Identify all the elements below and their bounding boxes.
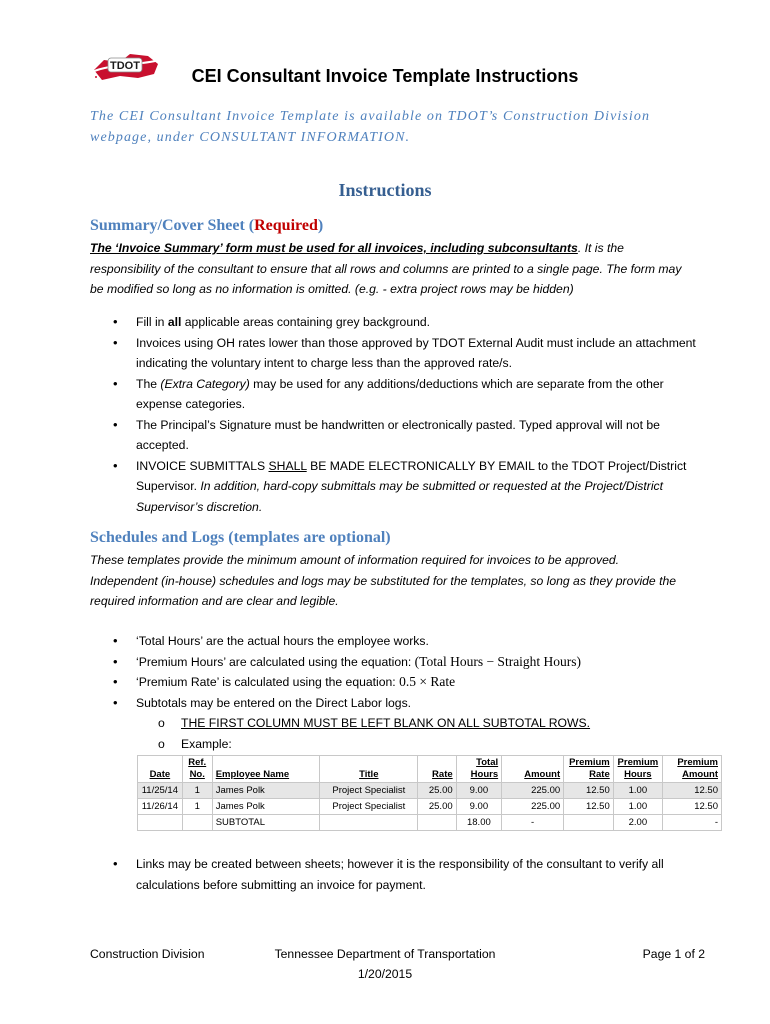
col-premium-hours: Premium Hours: [613, 756, 662, 783]
svg-text:TDOT: TDOT: [110, 60, 140, 72]
equation: 0.5 × Rate: [399, 674, 456, 689]
table-row: 11/26/14 1 James Polk Project Specialist 25.00 9.00 225.00 12.50 1.00 12.50: [138, 799, 722, 815]
list-item: • Fill in all applicable areas containing grey background.: [112, 312, 702, 333]
table-header-row: [138, 756, 722, 783]
sub-bullets: [158, 713, 678, 754]
list-item: • The Principal’s Signature must be handwritten or electronically pasted. Typed approval will not be accepted.: [112, 415, 702, 456]
instructions-heading: Instructions: [338, 180, 432, 200]
final-bullets: [112, 854, 702, 895]
equation: (Total Hours − Straight Hours): [414, 653, 582, 669]
col-total-hours: Total Hours: [456, 756, 501, 783]
footer-center: Tennessee Department of Transportation 1/20/2015: [274, 947, 496, 981]
summary-bullets: [112, 312, 702, 517]
col-ref: Ref. No.: [182, 756, 212, 783]
list-item: • ‘Premium Rate’ is calculated using the equation: 0.5 × Rate: [112, 672, 702, 693]
list-item: • ‘Premium Hours’ are calculated using the equation: (Total Hours − Straight Hours): [112, 652, 702, 673]
col-employee: Employee Name: [212, 756, 320, 783]
list-item: • ‘Total Hours’ are the actual hours the employee works.: [112, 631, 702, 652]
page-number: Page 1 of 2: [642, 947, 705, 961]
list-item: o Example:: [158, 736, 232, 751]
document-title: CEI Consultant Invoice Template Instructions: [191, 66, 579, 86]
list-item: • INVOICE SUBMITTALS SHALL BE MADE ELECTRONICALLY BY EMAIL to the TDOT Project/District Supervisor. In addition, hard-copy submittals may be submitted or requested at the Project/District Supervisor’s discretion.: [112, 456, 702, 518]
intro-text: The CEI Consultant Invoice Template is available on TDOT’s Construction Division webpage, under CONSULTANT INFORMATION.: [90, 109, 651, 145]
list-item: • The (Extra Category) may be used for any additions/deductions which are separate from the other expense categories.: [112, 374, 702, 415]
col-amount: Amount: [502, 756, 564, 783]
col-premium-rate: Premium Rate: [564, 756, 614, 783]
table-row: 11/25/14 1 James Polk Project Specialist 25.00 9.00 225.00 12.50 1.00 12.50: [138, 783, 722, 799]
col-title: Title: [320, 756, 418, 783]
example-table: [137, 755, 722, 831]
list-item: • Invoices using OH rates lower than those approved by TDOT External Audit must include an attachment indicating the voluntary intent to charge less than the approved rate/s.: [112, 333, 702, 374]
schedules-heading: Schedules and Logs (templates are optional): [90, 529, 391, 546]
subtotal-row: SUBTOTAL 18.00 - 2.00 -: [138, 815, 722, 831]
footer-left: Construction Division: [90, 947, 205, 961]
col-premium-amount: Premium Amount: [663, 756, 722, 783]
list-item: • Links may be created between sheets; however it is the responsibility of the consultant to verify all calculations before submitting an invoice for payment.: [112, 854, 702, 895]
list-item: • Subtotals may be entered on the Direct Labor logs.: [112, 693, 702, 714]
list-item: o THE FIRST COLUMN MUST BE LEFT BLANK ON ALL SUBTOTAL ROWS.: [158, 716, 591, 730]
col-date: Date: [138, 756, 183, 783]
col-rate: Rate: [418, 756, 456, 783]
required-label: Required: [254, 217, 318, 234]
schedules-bullets: [112, 631, 702, 713]
summary-heading: Summary/Cover Sheet (Required): [90, 217, 324, 234]
schedules-paragraph: These templates provide the minimum amount of information required for invoices to be approved. Independent (in-house) schedules and logs may be substituted for the templates, so long as they provide the required information and are clear and legible.: [90, 553, 677, 608]
summary-paragraph: The ‘Invoice Summary’ form must be used for all invoices, including subconsultants. It is the responsibility of the consultant to ensure that all rows and columns are printed to a single page. The form may be modified so long as no information is omitted. (e.g. - extra project rows may be hidden): [90, 241, 682, 296]
